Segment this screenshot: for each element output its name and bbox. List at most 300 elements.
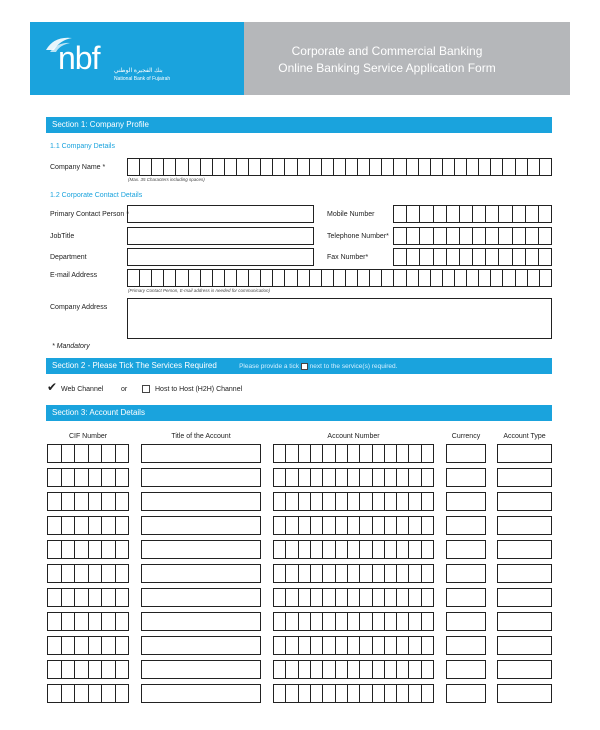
char-cell[interactable]: [385, 445, 397, 462]
cif-field[interactable]: [47, 444, 129, 463]
char-cell[interactable]: [491, 270, 503, 286]
char-cell[interactable]: [152, 270, 164, 286]
char-cell[interactable]: [409, 517, 421, 534]
char-cell[interactable]: [116, 517, 130, 534]
char-cell[interactable]: [225, 159, 237, 175]
char-cell[interactable]: [373, 541, 385, 558]
char-cell[interactable]: [486, 249, 499, 265]
cif-field[interactable]: [47, 684, 129, 703]
account-type-field[interactable]: [497, 588, 552, 607]
account-type-field[interactable]: [497, 636, 552, 655]
char-cell[interactable]: [419, 159, 431, 175]
account-title-field[interactable]: [141, 444, 261, 463]
char-cell[interactable]: [358, 159, 370, 175]
account-title-field[interactable]: [141, 684, 261, 703]
char-cell[interactable]: [422, 685, 434, 702]
char-cell[interactable]: [323, 445, 335, 462]
char-cell[interactable]: [373, 589, 385, 606]
char-cell[interactable]: [539, 249, 552, 265]
char-cell[interactable]: [311, 493, 323, 510]
char-cell[interactable]: [455, 159, 467, 175]
char-cell[interactable]: [455, 270, 467, 286]
char-cell[interactable]: [299, 565, 311, 582]
char-cell[interactable]: [128, 270, 140, 286]
char-cell[interactable]: [397, 565, 409, 582]
char-cell[interactable]: [422, 661, 434, 678]
currency-field[interactable]: [446, 444, 486, 463]
char-cell[interactable]: [385, 613, 397, 630]
account-title-field[interactable]: [141, 516, 261, 535]
char-cell[interactable]: [311, 685, 323, 702]
char-cell[interactable]: [322, 159, 334, 175]
char-cell[interactable]: [323, 637, 335, 654]
telephone-field[interactable]: [393, 227, 552, 245]
char-cell[interactable]: [360, 469, 372, 486]
char-cell[interactable]: [407, 228, 420, 244]
char-cell[interactable]: [348, 589, 360, 606]
char-cell[interactable]: [48, 541, 62, 558]
currency-field[interactable]: [446, 564, 486, 583]
cif-field[interactable]: [47, 564, 129, 583]
cif-field[interactable]: [47, 612, 129, 631]
char-cell[interactable]: [299, 637, 311, 654]
char-cell[interactable]: [473, 228, 486, 244]
char-cell[interactable]: [397, 589, 409, 606]
char-cell[interactable]: [237, 270, 249, 286]
char-cell[interactable]: [486, 228, 499, 244]
fax-field[interactable]: [393, 248, 552, 266]
char-cell[interactable]: [102, 445, 116, 462]
char-cell[interactable]: [397, 445, 409, 462]
char-cell[interactable]: [249, 159, 261, 175]
char-cell[interactable]: [75, 445, 89, 462]
jobtitle-input[interactable]: [127, 227, 314, 245]
char-cell[interactable]: [360, 589, 372, 606]
char-cell[interactable]: [373, 445, 385, 462]
char-cell[interactable]: [323, 517, 335, 534]
mobile-field[interactable]: [393, 205, 552, 223]
char-cell[interactable]: [460, 206, 473, 222]
char-cell[interactable]: [422, 637, 434, 654]
char-cell[interactable]: [298, 159, 310, 175]
currency-field[interactable]: [446, 540, 486, 559]
currency-field[interactable]: [446, 660, 486, 679]
char-cell[interactable]: [311, 613, 323, 630]
char-cell[interactable]: [397, 661, 409, 678]
char-cell[interactable]: [409, 469, 421, 486]
char-cell[interactable]: [323, 661, 335, 678]
char-cell[interactable]: [273, 159, 285, 175]
char-cell[interactable]: [348, 637, 360, 654]
char-cell[interactable]: [62, 565, 76, 582]
char-cell[interactable]: [89, 541, 103, 558]
char-cell[interactable]: [409, 493, 421, 510]
char-cell[interactable]: [311, 661, 323, 678]
primary-contact-input[interactable]: [127, 205, 314, 223]
char-cell[interactable]: [360, 493, 372, 510]
char-cell[interactable]: [491, 159, 503, 175]
account-type-field[interactable]: [497, 684, 552, 703]
char-cell[interactable]: [348, 445, 360, 462]
char-cell[interactable]: [48, 589, 62, 606]
account-title-field[interactable]: [141, 468, 261, 487]
char-cell[interactable]: [394, 206, 407, 222]
char-cell[interactable]: [409, 589, 421, 606]
char-cell[interactable]: [460, 249, 473, 265]
char-cell[interactable]: [261, 270, 273, 286]
char-cell[interactable]: [322, 270, 334, 286]
char-cell[interactable]: [286, 493, 298, 510]
char-cell[interactable]: [62, 493, 76, 510]
char-cell[interactable]: [382, 159, 394, 175]
char-cell[interactable]: [261, 159, 273, 175]
char-cell[interactable]: [273, 270, 285, 286]
char-cell[interactable]: [348, 613, 360, 630]
char-cell[interactable]: [116, 493, 130, 510]
char-cell[interactable]: [116, 613, 130, 630]
char-cell[interactable]: [348, 469, 360, 486]
char-cell[interactable]: [237, 159, 249, 175]
char-cell[interactable]: [189, 270, 201, 286]
currency-field[interactable]: [446, 492, 486, 511]
char-cell[interactable]: [311, 445, 323, 462]
char-cell[interactable]: [479, 270, 491, 286]
account-number-field[interactable]: [273, 660, 434, 679]
char-cell[interactable]: [385, 517, 397, 534]
char-cell[interactable]: [336, 493, 348, 510]
cif-field[interactable]: [47, 636, 129, 655]
char-cell[interactable]: [62, 541, 76, 558]
char-cell[interactable]: [528, 270, 540, 286]
char-cell[interactable]: [75, 613, 89, 630]
account-number-field[interactable]: [273, 492, 434, 511]
char-cell[interactable]: [48, 661, 62, 678]
char-cell[interactable]: [447, 206, 460, 222]
cif-field[interactable]: [47, 588, 129, 607]
char-cell[interactable]: [286, 565, 298, 582]
char-cell[interactable]: [336, 517, 348, 534]
char-cell[interactable]: [336, 565, 348, 582]
char-cell[interactable]: [89, 637, 103, 654]
char-cell[interactable]: [370, 270, 382, 286]
char-cell[interactable]: [102, 517, 116, 534]
char-cell[interactable]: [128, 159, 140, 175]
char-cell[interactable]: [62, 589, 76, 606]
char-cell[interactable]: [102, 685, 116, 702]
account-type-field[interactable]: [497, 564, 552, 583]
char-cell[interactable]: [443, 270, 455, 286]
char-cell[interactable]: [499, 228, 512, 244]
char-cell[interactable]: [348, 493, 360, 510]
char-cell[interactable]: [370, 159, 382, 175]
char-cell[interactable]: [274, 541, 286, 558]
check-mark-icon[interactable]: ✔: [47, 380, 58, 394]
char-cell[interactable]: [75, 637, 89, 654]
company-name-field[interactable]: [127, 158, 552, 176]
char-cell[interactable]: [116, 565, 130, 582]
char-cell[interactable]: [513, 206, 526, 222]
char-cell[interactable]: [385, 541, 397, 558]
char-cell[interactable]: [385, 661, 397, 678]
char-cell[interactable]: [75, 469, 89, 486]
char-cell[interactable]: [164, 159, 176, 175]
host-to-host-checkbox[interactable]: [142, 385, 150, 393]
char-cell[interactable]: [274, 493, 286, 510]
char-cell[interactable]: [274, 565, 286, 582]
char-cell[interactable]: [447, 249, 460, 265]
char-cell[interactable]: [274, 661, 286, 678]
char-cell[interactable]: [299, 589, 311, 606]
char-cell[interactable]: [499, 206, 512, 222]
char-cell[interactable]: [89, 445, 103, 462]
char-cell[interactable]: [176, 159, 188, 175]
char-cell[interactable]: [299, 685, 311, 702]
cif-field[interactable]: [47, 492, 129, 511]
char-cell[interactable]: [75, 565, 89, 582]
char-cell[interactable]: [311, 637, 323, 654]
char-cell[interactable]: [299, 493, 311, 510]
char-cell[interactable]: [285, 159, 297, 175]
char-cell[interactable]: [336, 469, 348, 486]
char-cell[interactable]: [213, 270, 225, 286]
char-cell[interactable]: [286, 661, 298, 678]
char-cell[interactable]: [382, 270, 394, 286]
char-cell[interactable]: [310, 270, 322, 286]
char-cell[interactable]: [336, 613, 348, 630]
char-cell[interactable]: [274, 469, 286, 486]
char-cell[interactable]: [311, 541, 323, 558]
cif-field[interactable]: [47, 540, 129, 559]
char-cell[interactable]: [102, 541, 116, 558]
char-cell[interactable]: [394, 270, 406, 286]
char-cell[interactable]: [274, 589, 286, 606]
char-cell[interactable]: [116, 445, 130, 462]
char-cell[interactable]: [336, 637, 348, 654]
char-cell[interactable]: [286, 685, 298, 702]
char-cell[interactable]: [385, 565, 397, 582]
char-cell[interactable]: [299, 445, 311, 462]
char-cell[interactable]: [422, 541, 434, 558]
char-cell[interactable]: [422, 589, 434, 606]
char-cell[interactable]: [311, 517, 323, 534]
account-type-field[interactable]: [497, 468, 552, 487]
char-cell[interactable]: [360, 445, 372, 462]
char-cell[interactable]: [140, 159, 152, 175]
char-cell[interactable]: [526, 249, 539, 265]
char-cell[interactable]: [62, 469, 76, 486]
account-type-field[interactable]: [497, 612, 552, 631]
char-cell[interactable]: [346, 270, 358, 286]
char-cell[interactable]: [89, 469, 103, 486]
char-cell[interactable]: [385, 493, 397, 510]
char-cell[interactable]: [373, 661, 385, 678]
currency-field[interactable]: [446, 516, 486, 535]
account-title-field[interactable]: [141, 588, 261, 607]
char-cell[interactable]: [360, 541, 372, 558]
char-cell[interactable]: [336, 541, 348, 558]
char-cell[interactable]: [431, 159, 443, 175]
char-cell[interactable]: [201, 159, 213, 175]
account-type-field[interactable]: [497, 540, 552, 559]
char-cell[interactable]: [373, 637, 385, 654]
char-cell[interactable]: [407, 159, 419, 175]
address-input[interactable]: [127, 298, 552, 339]
char-cell[interactable]: [409, 637, 421, 654]
char-cell[interactable]: [310, 159, 322, 175]
char-cell[interactable]: [397, 685, 409, 702]
char-cell[interactable]: [360, 565, 372, 582]
char-cell[interactable]: [323, 565, 335, 582]
account-number-field[interactable]: [273, 540, 434, 559]
char-cell[interactable]: [360, 661, 372, 678]
char-cell[interactable]: [274, 685, 286, 702]
char-cell[interactable]: [348, 685, 360, 702]
char-cell[interactable]: [348, 565, 360, 582]
char-cell[interactable]: [75, 685, 89, 702]
char-cell[interactable]: [467, 159, 479, 175]
account-number-field[interactable]: [273, 684, 434, 703]
char-cell[interactable]: [513, 228, 526, 244]
char-cell[interactable]: [373, 565, 385, 582]
char-cell[interactable]: [431, 270, 443, 286]
account-number-field[interactable]: [273, 588, 434, 607]
char-cell[interactable]: [48, 517, 62, 534]
char-cell[interactable]: [48, 493, 62, 510]
char-cell[interactable]: [48, 613, 62, 630]
account-title-field[interactable]: [141, 564, 261, 583]
char-cell[interactable]: [539, 228, 552, 244]
char-cell[interactable]: [89, 565, 103, 582]
char-cell[interactable]: [420, 206, 433, 222]
char-cell[interactable]: [102, 589, 116, 606]
char-cell[interactable]: [394, 159, 406, 175]
currency-field[interactable]: [446, 612, 486, 631]
char-cell[interactable]: [360, 613, 372, 630]
char-cell[interactable]: [336, 589, 348, 606]
char-cell[interactable]: [48, 565, 62, 582]
char-cell[interactable]: [385, 589, 397, 606]
char-cell[interactable]: [397, 613, 409, 630]
char-cell[interactable]: [299, 613, 311, 630]
char-cell[interactable]: [102, 493, 116, 510]
char-cell[interactable]: [336, 445, 348, 462]
char-cell[interactable]: [473, 249, 486, 265]
char-cell[interactable]: [373, 685, 385, 702]
account-number-field[interactable]: [273, 636, 434, 655]
account-number-field[interactable]: [273, 612, 434, 631]
char-cell[interactable]: [286, 637, 298, 654]
char-cell[interactable]: [89, 685, 103, 702]
char-cell[interactable]: [447, 228, 460, 244]
account-type-field[interactable]: [497, 516, 552, 535]
char-cell[interactable]: [48, 469, 62, 486]
char-cell[interactable]: [540, 159, 552, 175]
char-cell[interactable]: [486, 206, 499, 222]
char-cell[interactable]: [528, 159, 540, 175]
char-cell[interactable]: [336, 685, 348, 702]
char-cell[interactable]: [176, 270, 188, 286]
char-cell[interactable]: [286, 517, 298, 534]
char-cell[interactable]: [422, 469, 434, 486]
account-number-field[interactable]: [273, 468, 434, 487]
char-cell[interactable]: [89, 493, 103, 510]
char-cell[interactable]: [467, 270, 479, 286]
char-cell[interactable]: [102, 469, 116, 486]
cif-field[interactable]: [47, 516, 129, 535]
char-cell[interactable]: [434, 249, 447, 265]
char-cell[interactable]: [385, 685, 397, 702]
char-cell[interactable]: [373, 493, 385, 510]
char-cell[interactable]: [299, 541, 311, 558]
char-cell[interactable]: [397, 637, 409, 654]
char-cell[interactable]: [360, 517, 372, 534]
char-cell[interactable]: [420, 249, 433, 265]
account-type-field[interactable]: [497, 492, 552, 511]
char-cell[interactable]: [116, 469, 130, 486]
char-cell[interactable]: [409, 685, 421, 702]
char-cell[interactable]: [102, 613, 116, 630]
char-cell[interactable]: [409, 541, 421, 558]
char-cell[interactable]: [201, 270, 213, 286]
char-cell[interactable]: [75, 661, 89, 678]
char-cell[interactable]: [336, 661, 348, 678]
char-cell[interactable]: [499, 249, 512, 265]
char-cell[interactable]: [422, 613, 434, 630]
char-cell[interactable]: [503, 159, 515, 175]
char-cell[interactable]: [48, 637, 62, 654]
char-cell[interactable]: [116, 685, 130, 702]
char-cell[interactable]: [116, 637, 130, 654]
char-cell[interactable]: [526, 206, 539, 222]
account-number-field[interactable]: [273, 444, 434, 463]
char-cell[interactable]: [516, 159, 528, 175]
char-cell[interactable]: [434, 228, 447, 244]
char-cell[interactable]: [48, 685, 62, 702]
char-cell[interactable]: [62, 661, 76, 678]
char-cell[interactable]: [434, 206, 447, 222]
char-cell[interactable]: [323, 685, 335, 702]
char-cell[interactable]: [526, 228, 539, 244]
char-cell[interactable]: [407, 249, 420, 265]
char-cell[interactable]: [164, 270, 176, 286]
char-cell[interactable]: [409, 661, 421, 678]
char-cell[interactable]: [62, 517, 76, 534]
char-cell[interactable]: [75, 541, 89, 558]
char-cell[interactable]: [407, 206, 420, 222]
char-cell[interactable]: [299, 661, 311, 678]
currency-field[interactable]: [446, 684, 486, 703]
char-cell[interactable]: [89, 589, 103, 606]
char-cell[interactable]: [323, 589, 335, 606]
char-cell[interactable]: [397, 469, 409, 486]
char-cell[interactable]: [394, 228, 407, 244]
char-cell[interactable]: [420, 228, 433, 244]
char-cell[interactable]: [189, 159, 201, 175]
char-cell[interactable]: [348, 517, 360, 534]
char-cell[interactable]: [503, 270, 515, 286]
char-cell[interactable]: [323, 613, 335, 630]
char-cell[interactable]: [460, 228, 473, 244]
char-cell[interactable]: [152, 159, 164, 175]
char-cell[interactable]: [89, 661, 103, 678]
char-cell[interactable]: [397, 517, 409, 534]
char-cell[interactable]: [213, 159, 225, 175]
char-cell[interactable]: [286, 469, 298, 486]
char-cell[interactable]: [348, 661, 360, 678]
char-cell[interactable]: [286, 445, 298, 462]
account-type-field[interactable]: [497, 660, 552, 679]
char-cell[interactable]: [102, 661, 116, 678]
